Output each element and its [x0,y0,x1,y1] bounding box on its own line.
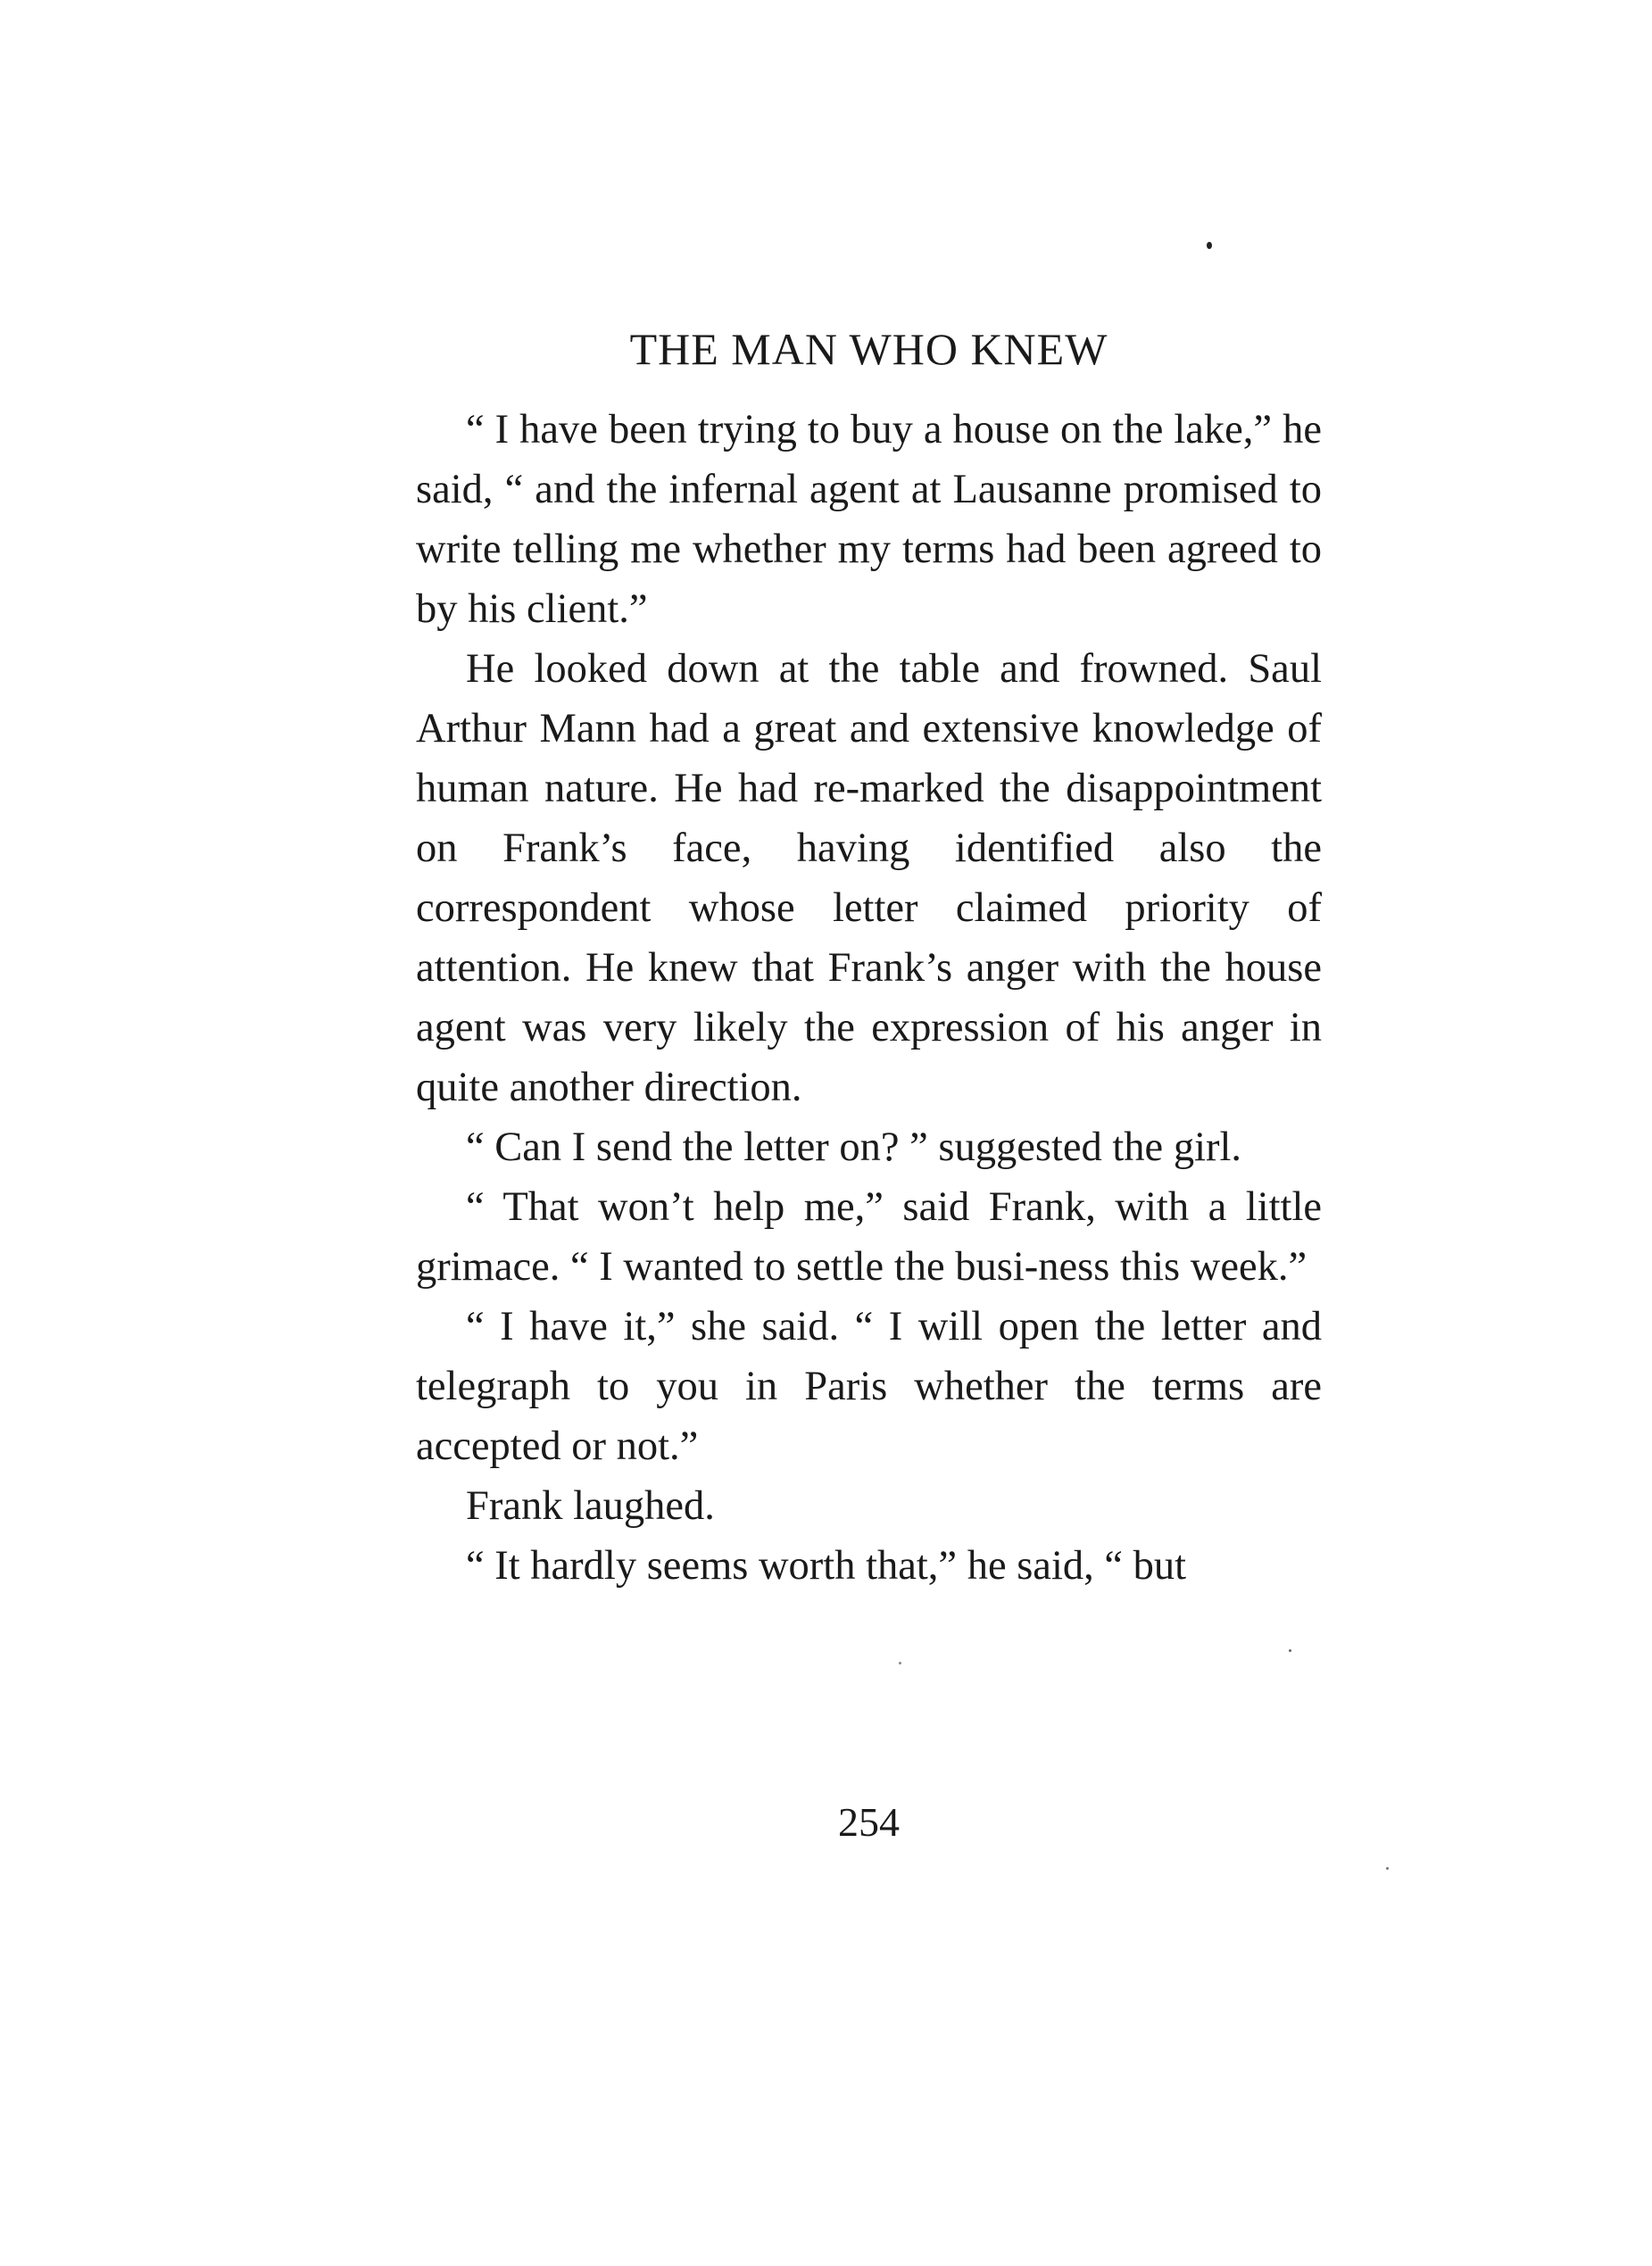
print-speck [1289,1649,1291,1652]
paragraph: “ Can I send the letter on? ” suggested the girl. [466,1125,1242,1170]
body-text [416,400,1322,1596]
print-speck [899,1662,901,1664]
paragraph: “ I have it,” she said. “ I will open the letter and telegraph to you in Paris whether the terms are accepted or not.” [416,1304,1322,1469]
paragraph: “ I have been trying to buy a house on the lake,” he said, “ and the infernal agent at Lausanne promised to write telling me whether my terms had been agreed to by his client.” [416,407,1322,632]
paragraph: He looked down at the table and frowned. Saul Arthur Mann had a great and extensive knowledge of human nature. He had re-marked the disappointment on Frank’s face, having identified also the correspondent whose letter claimed priority of attention. He knew that Frank’s anger with the house agent was very likely the expression of his anger in quite another direction. [416,646,1322,1110]
paragraph: “ That won’t help me,” said Frank, with a little grimace. “ I wanted to settle the busi-ness this week.” [416,1184,1322,1290]
page-number: 254 [838,1799,900,1845]
paragraph: Frank laughed. [466,1483,715,1529]
paragraph: “ It hardly seems worth that,” he said, “ but [466,1543,1187,1589]
print-speck [1386,1867,1389,1870]
running-head: THE MAN WHO KNEW [629,324,1108,374]
print-speck [1207,242,1212,249]
